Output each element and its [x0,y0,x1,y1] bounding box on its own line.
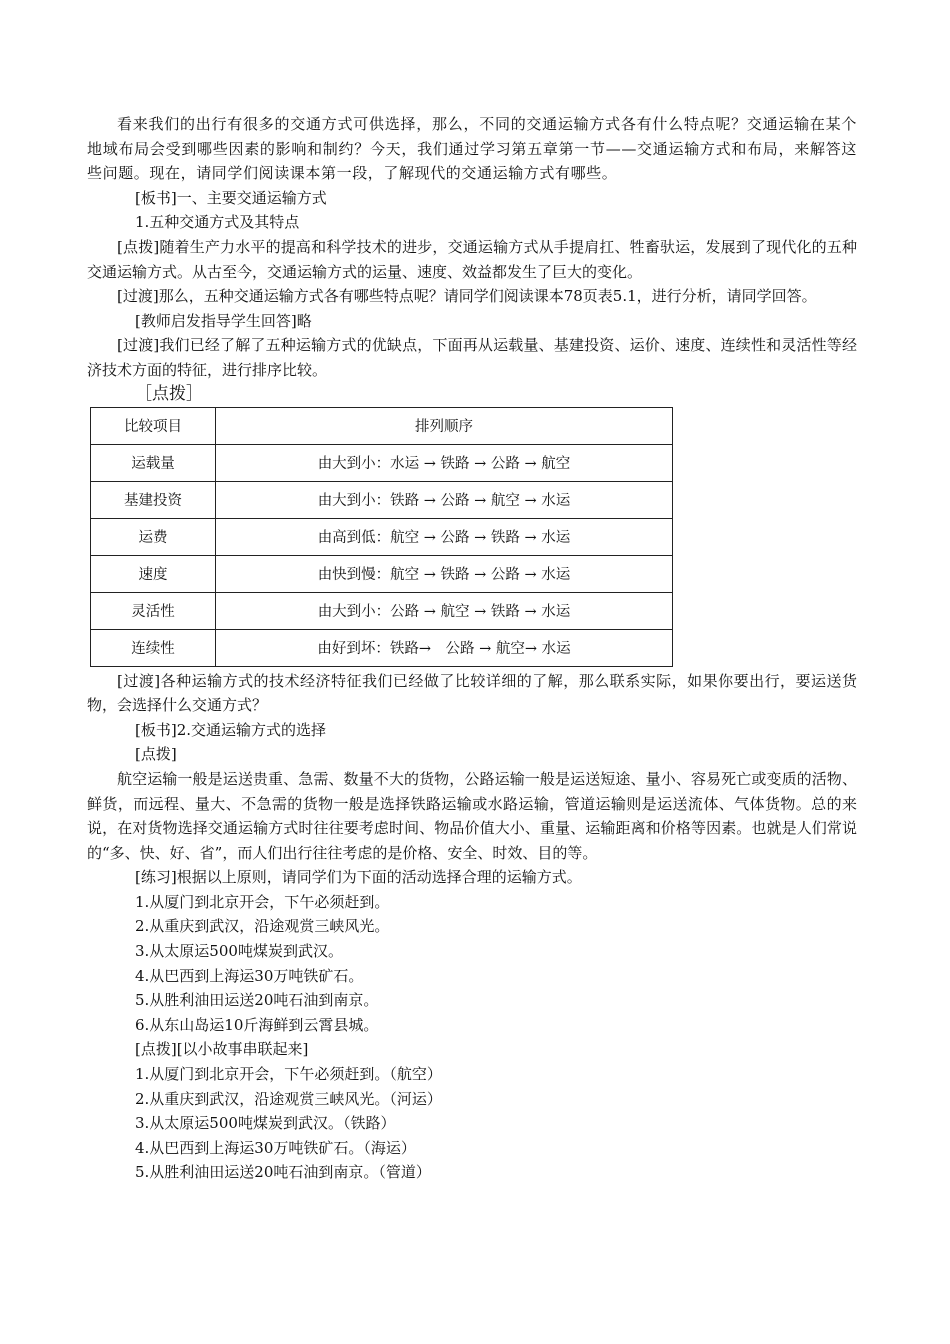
comparison-table [90,407,673,667]
table-cell-order: 由大到小：公路 → 航空 → 铁路 → 水运 [216,592,673,629]
intro-paragraph: 看来我们的出行有很多的交通方式可供选择，那么，不同的交通运输方式各有什么特点呢？交通运输在某个地域布局会受到哪些因素的影响和制约？今天，我们通过学习第五章第一节——交通运输方式和布局，来解答这些问题。现在，请同学们阅读课本第一段，了解现代的交通运输方式有哪些。 [87,115,857,183]
table-hint-label: ［点拨］ [135,383,203,404]
table-row [91,555,673,592]
document-page [87,112,857,1185]
exercise-item: 2.从重庆到武汉，沿途观赏三峡风光。 [135,917,390,936]
table-header-order: 排列顺序 [216,407,673,444]
board-note-2: [板书]2.交通运输方式的选择 [135,720,327,739]
answer-item: 5.从胜利油田运送20吨石油到南京。（管道） [135,1163,431,1182]
hint-2-label: [点拨] [135,745,177,764]
answer-item: 3.从太原运500吨煤炭到武汉。（铁路） [135,1114,396,1133]
answer-item: 2.从重庆到武汉，沿途观赏三峡风光。（河运） [135,1089,442,1108]
table-cell-order: 由大到小：水运 → 铁路 → 公路 → 航空 [216,444,673,481]
table-row [91,481,673,518]
table-cell-order: 由好到坏：铁路→ 公路 → 航空→ 水运 [216,629,673,666]
exercise-item: 5.从胜利油田运送20吨石油到南京。 [135,991,379,1010]
teacher-note: [教师启发指导学生回答]略 [135,311,312,330]
table-cell-item: 运费 [91,518,216,555]
board-note-1: [板书]一、主要交通运输方式 [135,188,327,207]
table-header-row [91,407,673,444]
table-row [91,444,673,481]
answers-intro: [点拨][以小故事串联起来] [135,1040,309,1059]
exercise-item: 4.从巴西到上海运30万吨铁矿石。 [135,966,364,985]
table-cell-item: 运载量 [91,444,216,481]
table-header-item: 比较项目 [91,407,216,444]
section-1-title: 1.五种交通方式及其特点 [135,213,300,232]
hint-paragraph-1: [点拨]随着生产力水平的提高和科学技术的进步，交通运输方式从手提肩扛、牲畜驮运，发展到了现代化的五种交通运输方式。从古至今，交通运输方式的运量、速度、效益都发生了巨大的变化。 [87,237,857,281]
table-cell-order: 由快到慢：航空 → 铁路 → 公路 → 水运 [216,555,673,592]
table-cell-item: 连续性 [91,629,216,666]
table-cell-item: 灵活性 [91,592,216,629]
transition-paragraph-3: [过渡]各种运输方式的技术经济特征我们已经做了比较详细的了解，那么联系实际，如果你要出行，要运送货物，会选择什么交通方式？ [87,671,857,715]
exercise-item: 1.从厦门到北京开会，下午必须赶到。 [135,892,390,911]
table-cell-order: 由高到低：航空 → 公路 → 铁路 → 水运 [216,518,673,555]
exercise-intro: [练习]根据以上原则，请同学们为下面的活动选择合理的运输方式。 [135,868,582,887]
exercise-item: 3.从太原运500吨煤炭到武汉。 [135,942,343,961]
table-row [91,592,673,629]
transition-paragraph-2: [过渡]我们已经了解了五种运输方式的优缺点，下面再从运载量、基建投资、运价、速度、连续性和灵活性等经济技术方面的特征，进行排序比较。 [87,336,857,379]
exercise-item: 6.从东山岛运10斤海鲜到云霄县城。 [135,1015,379,1034]
answer-item: 1.从厦门到北京开会，下午必须赶到。（航空） [135,1065,442,1084]
answer-item: 4.从巴西到上海运30万吨铁矿石。（海运） [135,1138,416,1157]
table-row [91,518,673,555]
hint-paragraph-2: 航空运输一般是运送贵重、急需、数量不大的货物，公路运输一般是运送短途、量小、容易死亡或变质的活物、鲜货，而远程、量大、不急需的货物一般是选择铁路运输或水路运输，管道运输则是运送流体、气体货物。总的来说，在对货物选择交通运输方式时往往要考虑时间、物品价值大小、重量、运输距离和价格等因素。也就是人们常说的“多、快、好、省”，而人们出行往往考虑的是价格、安全、时效、目的等。 [87,769,857,862]
table-row [91,629,673,666]
transition-paragraph-1: [过渡]那么，五种交通运输方式各有哪些特点呢？请同学们阅读课本78页表5.1，进行分析，请同学回答。 [117,287,817,306]
table-cell-order: 由大到小：铁路 → 公路 → 航空 → 水运 [216,481,673,518]
table-cell-item: 基建投资 [91,481,216,518]
table-cell-item: 速度 [91,555,216,592]
